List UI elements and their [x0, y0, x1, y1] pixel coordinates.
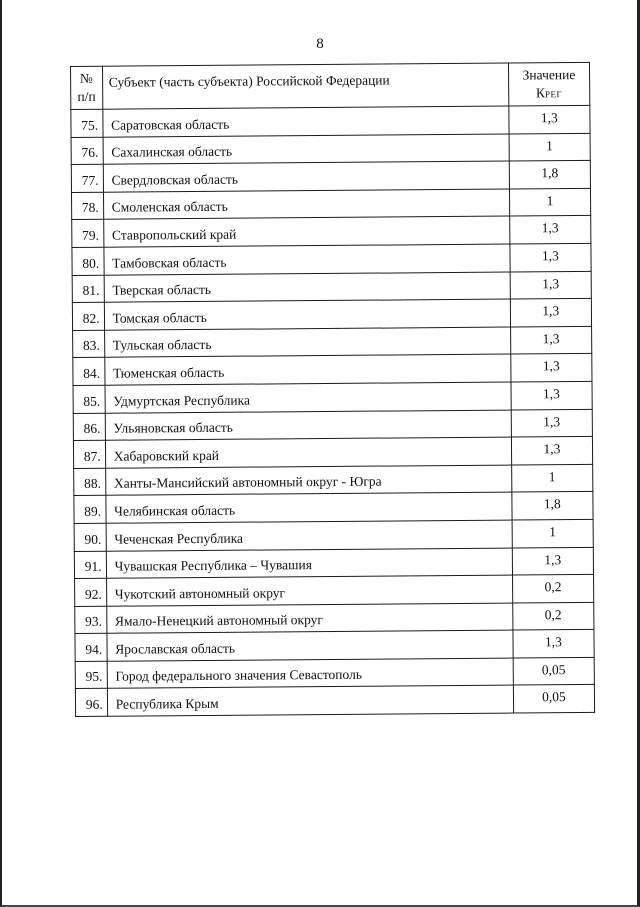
- row-value: 1,3: [511, 354, 592, 382]
- row-subject: Томская область: [104, 299, 510, 330]
- row-number: 94.: [75, 634, 107, 662]
- row-value: 0,05: [513, 685, 594, 713]
- header-value-symbol-sub: РЕГ: [544, 88, 563, 99]
- row-number: 80.: [72, 247, 104, 275]
- row-value: 1,3: [509, 105, 590, 133]
- row-value: 1: [511, 464, 592, 492]
- row-number: 86.: [73, 413, 105, 441]
- table-row: [71, 133, 590, 165]
- row-number: 77.: [71, 164, 103, 192]
- table-row: [73, 381, 592, 413]
- row-subject: Сахалинская область: [103, 134, 509, 165]
- row-value: 1: [512, 519, 593, 547]
- row-subject: Ханты-Мансийский автономный округ - Югра: [105, 465, 511, 496]
- table-row: [72, 271, 591, 303]
- table-row: [75, 602, 594, 634]
- row-value: 1,3: [510, 243, 591, 271]
- table-row: [73, 409, 592, 441]
- row-subject: Чеченская Республика: [106, 520, 512, 551]
- table-row: [75, 630, 594, 662]
- row-subject: Ульяновская область: [105, 410, 511, 441]
- table-row: [75, 574, 594, 606]
- table-row: [74, 547, 593, 579]
- row-value: 1,3: [511, 381, 592, 409]
- row-subject: Чукотский автономный округ: [106, 575, 512, 606]
- row-number: 85.: [73, 385, 105, 413]
- table-row: [73, 437, 592, 469]
- row-value: 1,3: [512, 547, 593, 575]
- table-row: [74, 492, 593, 524]
- table-row: [72, 243, 591, 275]
- row-subject: Республика Крым: [107, 686, 513, 717]
- coefficients-table: [70, 62, 595, 717]
- row-number: 83.: [73, 330, 105, 358]
- header-number-line1: №: [79, 70, 93, 86]
- table-row: [74, 464, 593, 496]
- row-subject: Саратовская область: [102, 106, 508, 137]
- row-value: 1,8: [509, 161, 590, 189]
- row-value: 1,3: [513, 630, 594, 658]
- row-number: 75.: [71, 109, 103, 137]
- row-value: 1,3: [510, 299, 591, 327]
- row-value: 1,3: [511, 437, 592, 465]
- row-value: 0,2: [512, 602, 593, 630]
- row-number: 82.: [72, 302, 104, 330]
- table-body: [71, 105, 595, 716]
- row-number: 88.: [74, 468, 106, 496]
- row-subject: Смоленская область: [103, 189, 509, 220]
- table-row: [75, 685, 594, 717]
- table-row: [72, 299, 591, 331]
- table-row: [74, 519, 593, 551]
- row-number: 79.: [72, 220, 104, 248]
- table-row: [73, 326, 592, 358]
- row-subject: Город федерального значения Севастополь: [107, 658, 513, 689]
- table-row: [71, 188, 590, 220]
- row-subject: Ярославская область: [107, 630, 513, 661]
- row-subject: Челябинская область: [106, 492, 512, 523]
- row-value: 1,3: [511, 409, 592, 437]
- row-number: 90.: [74, 523, 106, 551]
- row-number: 96.: [75, 689, 107, 717]
- header-number-line2: п/п: [77, 88, 96, 104]
- row-subject: Ямало-Ненецкий автономный округ: [106, 603, 512, 634]
- row-value: 1: [509, 188, 590, 216]
- table-header-row: [71, 62, 590, 109]
- row-number: 95.: [75, 661, 107, 689]
- table-row: [72, 216, 591, 248]
- header-subject: Субъект (часть субъекта) Российской Федерации: [102, 63, 508, 109]
- row-subject: Свердловская область: [103, 161, 509, 192]
- row-value: 1,3: [509, 216, 590, 244]
- row-subject: Тверская область: [104, 272, 510, 303]
- row-number: 91.: [74, 551, 106, 579]
- row-number: 78.: [71, 192, 103, 220]
- row-value: 1: [509, 133, 590, 161]
- row-subject: Чувашская Республика – Чувашия: [106, 548, 512, 579]
- table-row: [71, 161, 590, 193]
- page-number: 8: [316, 36, 324, 52]
- row-subject: Удмуртская Республика: [105, 382, 511, 413]
- header-value-symbol: К: [535, 84, 546, 100]
- table-row: [71, 105, 590, 137]
- row-number: 89.: [74, 496, 106, 524]
- row-subject: Хабаровский край: [105, 437, 511, 468]
- row-value: 1,3: [510, 326, 591, 354]
- row-subject: Тульская область: [104, 327, 510, 358]
- row-subject: Тюменская область: [104, 354, 510, 385]
- row-value: 1,8: [512, 492, 593, 520]
- row-number: 76.: [71, 137, 103, 165]
- row-number: 84.: [73, 358, 105, 386]
- table-row: [75, 657, 594, 689]
- row-number: 81.: [72, 275, 104, 303]
- row-number: 93.: [75, 606, 107, 634]
- header-value-line1: Значение: [522, 66, 576, 82]
- row-value: 0,05: [513, 657, 594, 685]
- header-number: [71, 66, 103, 109]
- row-number: 87.: [73, 440, 105, 468]
- row-value: 1,3: [510, 271, 591, 299]
- row-subject: Ставропольский край: [103, 216, 509, 247]
- row-value: 0,2: [512, 574, 593, 602]
- row-number: 92.: [75, 578, 107, 606]
- table-row: [73, 354, 592, 386]
- row-subject: Тамбовская область: [104, 244, 510, 275]
- header-value: [508, 62, 590, 106]
